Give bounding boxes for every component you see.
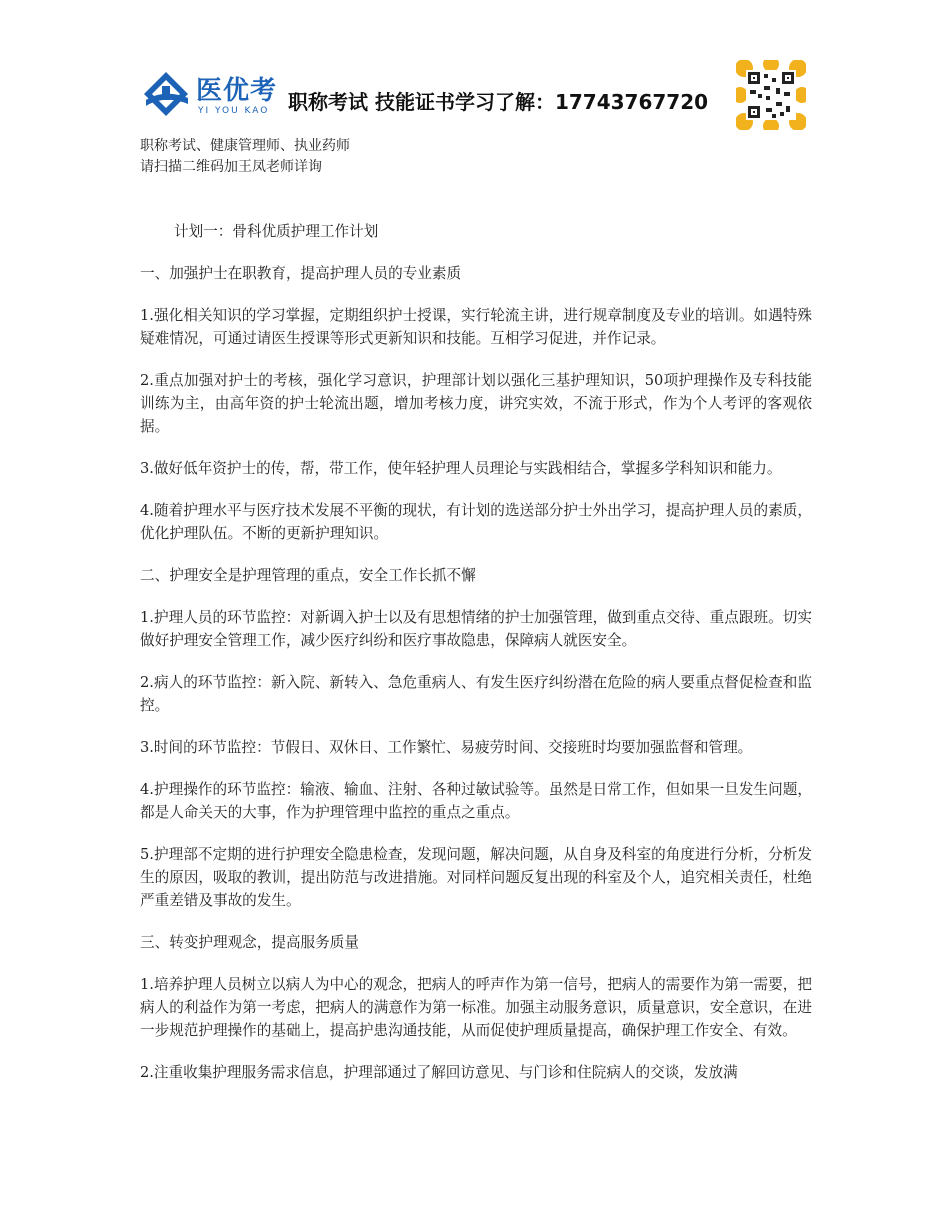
plan-title: 计划一：骨科优质护理工作计划 [174, 223, 379, 240]
paragraph: 4.护理操作的环节监控：输液、输血、注射、各种过敏试验等。虽然是日常工作，但如果一旦发生问题，都是人命关天的大事，作为护理管理中监控的重点之重点。 [140, 781, 812, 821]
brand-logo [140, 68, 280, 122]
section-heading-3: 三、转变护理观念，提高服务质量 [140, 934, 359, 951]
paragraph: 1.护理人员的环节监控：对新调入护士以及有思想情绪的护士加强管理，做到重点交待、重点跟班。切实做好护理安全管理工作，减少医疗纠纷和医疗事故隐患，保障病人就医安全。 [140, 609, 812, 649]
paragraph: 3.时间的环节监控：节假日、双休日、工作繁忙、易疲劳时间、交接班时均要加强监督和管理。 [140, 739, 753, 756]
header-slogan: 职称考试 技能证书学习了解：17743767720 [288, 90, 709, 114]
logo-mark-icon [140, 70, 192, 120]
paragraph: 1.培养护理人员树立以病人为中心的观念，把病人的呼声作为第一信号，把病人的需要作为第一需要，把病人的利益作为第一考虑，把病人的满意作为第一标准。加强主动服务意识，质量意识，安全意识，在进一步规范护理操作的基础上，提高护患沟通技能，从而促使护理质量提高，确保护理工作安全、有效。 [140, 976, 812, 1039]
intro-block [140, 136, 350, 178]
logo-english-text: YI YOU KAO [198, 106, 270, 116]
paragraph: 5.护理部不定期的进行护理安全隐患检查，发现问题，解决问题，从自身及科室的角度进行分析，分析发生的原因，吸取的教训，提出防范与改进措施。对同样问题反复出现的科室及个人，追究相关责任，杜绝严重差错及事故的发生。 [140, 846, 812, 909]
intro-line-2: 请扫描二维码加王凤老师详询 [140, 159, 322, 175]
paragraph: 2.病人的环节监控：新入院、新转入、急危重病人、有发生医疗纠纷潜在危险的病人要重点督促检查和监控。 [140, 674, 812, 714]
document-body [140, 220, 812, 1103]
paragraph: 4.随着护理水平与医疗技术发展不平衡的现状，有计划的选送部分护士外出学习，提高护理人员的素质，优化护理队伍。不断的更新护理知识。 [140, 502, 812, 542]
paragraph: 3.做好低年资护士的传，帮，带工作，使年轻护理人员理论与实践相结合，掌握多学科知识和能力。 [140, 460, 782, 477]
paragraph: 2.重点加强对护士的考核，强化学习意识，护理部计划以强化三基护理知识，50项护理操作及专科技能训练为主，由高年资的护士轮流出题，增加考核力度，讲究实效，不流于形式，作为个人考评的客观依据。 [140, 372, 812, 435]
paragraph: 1.强化相关知识的学习掌握，定期组织护士授课，实行轮流主讲，进行规章制度及专业的培训。如遇特殊疑难情况，可通过请医生授课等形式更新知识和技能。互相学习促进，并作记录。 [140, 307, 812, 347]
page-header [140, 60, 810, 132]
section-heading-1: 一、加强护士在职教育，提高护理人员的专业素质 [140, 265, 462, 282]
logo-chinese-text: 医优考 [196, 76, 278, 106]
paragraph: 2.注重收集护理服务需求信息，护理部通过了解回访意见、与门诊和住院病人的交谈，发放满 [140, 1064, 738, 1081]
section-heading-2: 二、护理安全是护理管理的重点，安全工作长抓不懈 [140, 567, 476, 584]
intro-line-1: 职称考试、健康管理师、执业药师 [140, 138, 350, 154]
qr-code-icon[interactable] [736, 60, 806, 130]
